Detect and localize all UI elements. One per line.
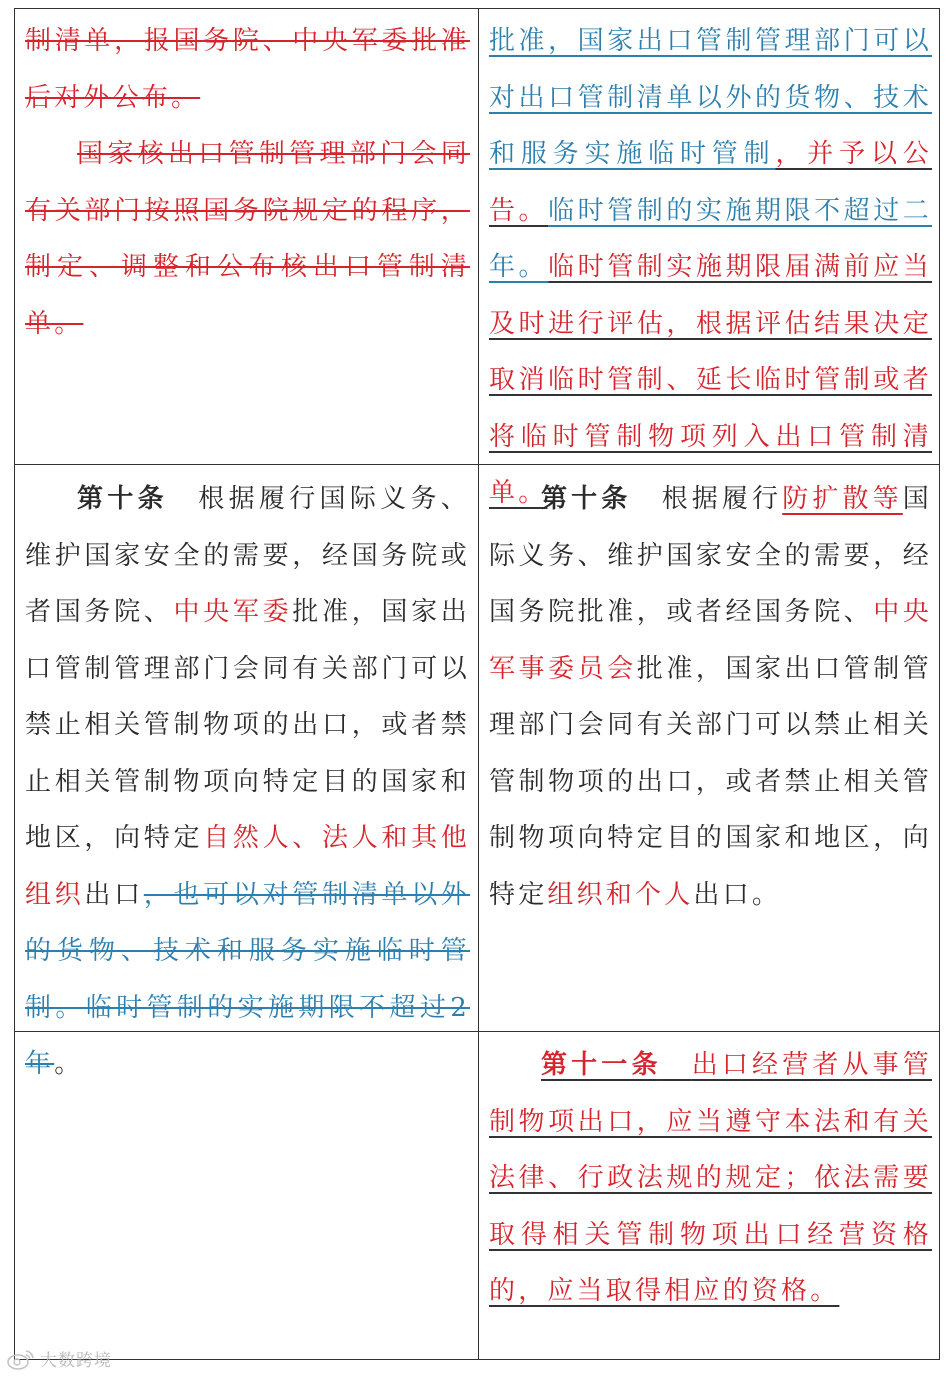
body-text: 。	[54, 1049, 84, 1079]
deleted-text: 制清单，报国务院、中央军委批准后对外公布。	[25, 26, 470, 113]
deleted-text: 国家核出口管制管理部门会同有关部门按照国务院规定的程序，制定、调整和公布核出口管制清单。	[25, 139, 470, 339]
article-heading: 第十条	[77, 484, 168, 514]
changed-text: 组织和个人	[547, 879, 694, 910]
body-text: 根据履行国际义务、维护国家安全的需要，经国务院或者国务院、	[25, 484, 470, 627]
weibo-logo-icon	[6, 1348, 36, 1370]
changed-text: 自然人、法人和其他组织	[25, 823, 470, 910]
body-text: 批准，国家出口管制管理部门会同有关部门可以禁止相关管制物项的出口，或者禁止相关管制物项向特定目的国家和地区，向特定	[489, 653, 932, 910]
changed-text: 中央军委	[173, 597, 293, 627]
body-text: 出口。	[693, 879, 782, 910]
row1-left-cell	[25, 13, 470, 352]
body-text: 批准，国家出口管制管理部门会同有关部门可以禁止相关管制物项的出口，或者禁止相关管制物项向特定目的国家和地区，向特定	[25, 597, 470, 853]
added-text-red: 防扩散等	[782, 484, 903, 514]
watermark-text: 大数跨境	[40, 1351, 112, 1371]
body-text: 根据履行	[661, 484, 783, 514]
added-text-blue: 临时管制的实施期限不超过二年。	[489, 195, 932, 282]
added-text-blue: 批准，国家出口管制管理部门可以对出口管制清单以外的货物、技术和服务实施临时管制	[489, 26, 932, 169]
body-text: 国际义务、维护国家安全的需要，经国务院批准，或者经国务院、	[489, 484, 932, 627]
row2-right-cell	[489, 471, 932, 923]
row2-left-cell	[25, 471, 470, 1093]
row3-right-cell	[489, 1037, 932, 1320]
added-text-red: ，并予以公告。	[489, 139, 932, 226]
watermark	[6, 1346, 112, 1371]
comparison-table	[14, 8, 940, 1360]
added-text-red: 临时管制实施期限届满前应当及时进行评估，根据评估结果决定取消临时管制、延长临时管制或者将临时管制物项列入出口管制清单。	[489, 252, 932, 508]
deleted-text-blue: ，也可以对管制清单以外的货物、技术和服务实施临时管制。临时管制的实施期限不超过2年	[25, 879, 471, 1079]
added-text-red: 出口经营者从事管制物项出口，应当遵守本法和有关法律、行政法规的规定；依法需要取得相关管制物项出口经营资格的，应当取得相应的资格。	[489, 1050, 932, 1306]
body-text: 出口	[84, 879, 144, 910]
article-heading: 第十条	[541, 484, 632, 514]
column-divider	[478, 9, 479, 1359]
article-heading: 第十一条	[541, 1050, 662, 1080]
row1-right-cell	[489, 13, 932, 522]
changed-text: 中央军事委员会	[489, 597, 932, 684]
